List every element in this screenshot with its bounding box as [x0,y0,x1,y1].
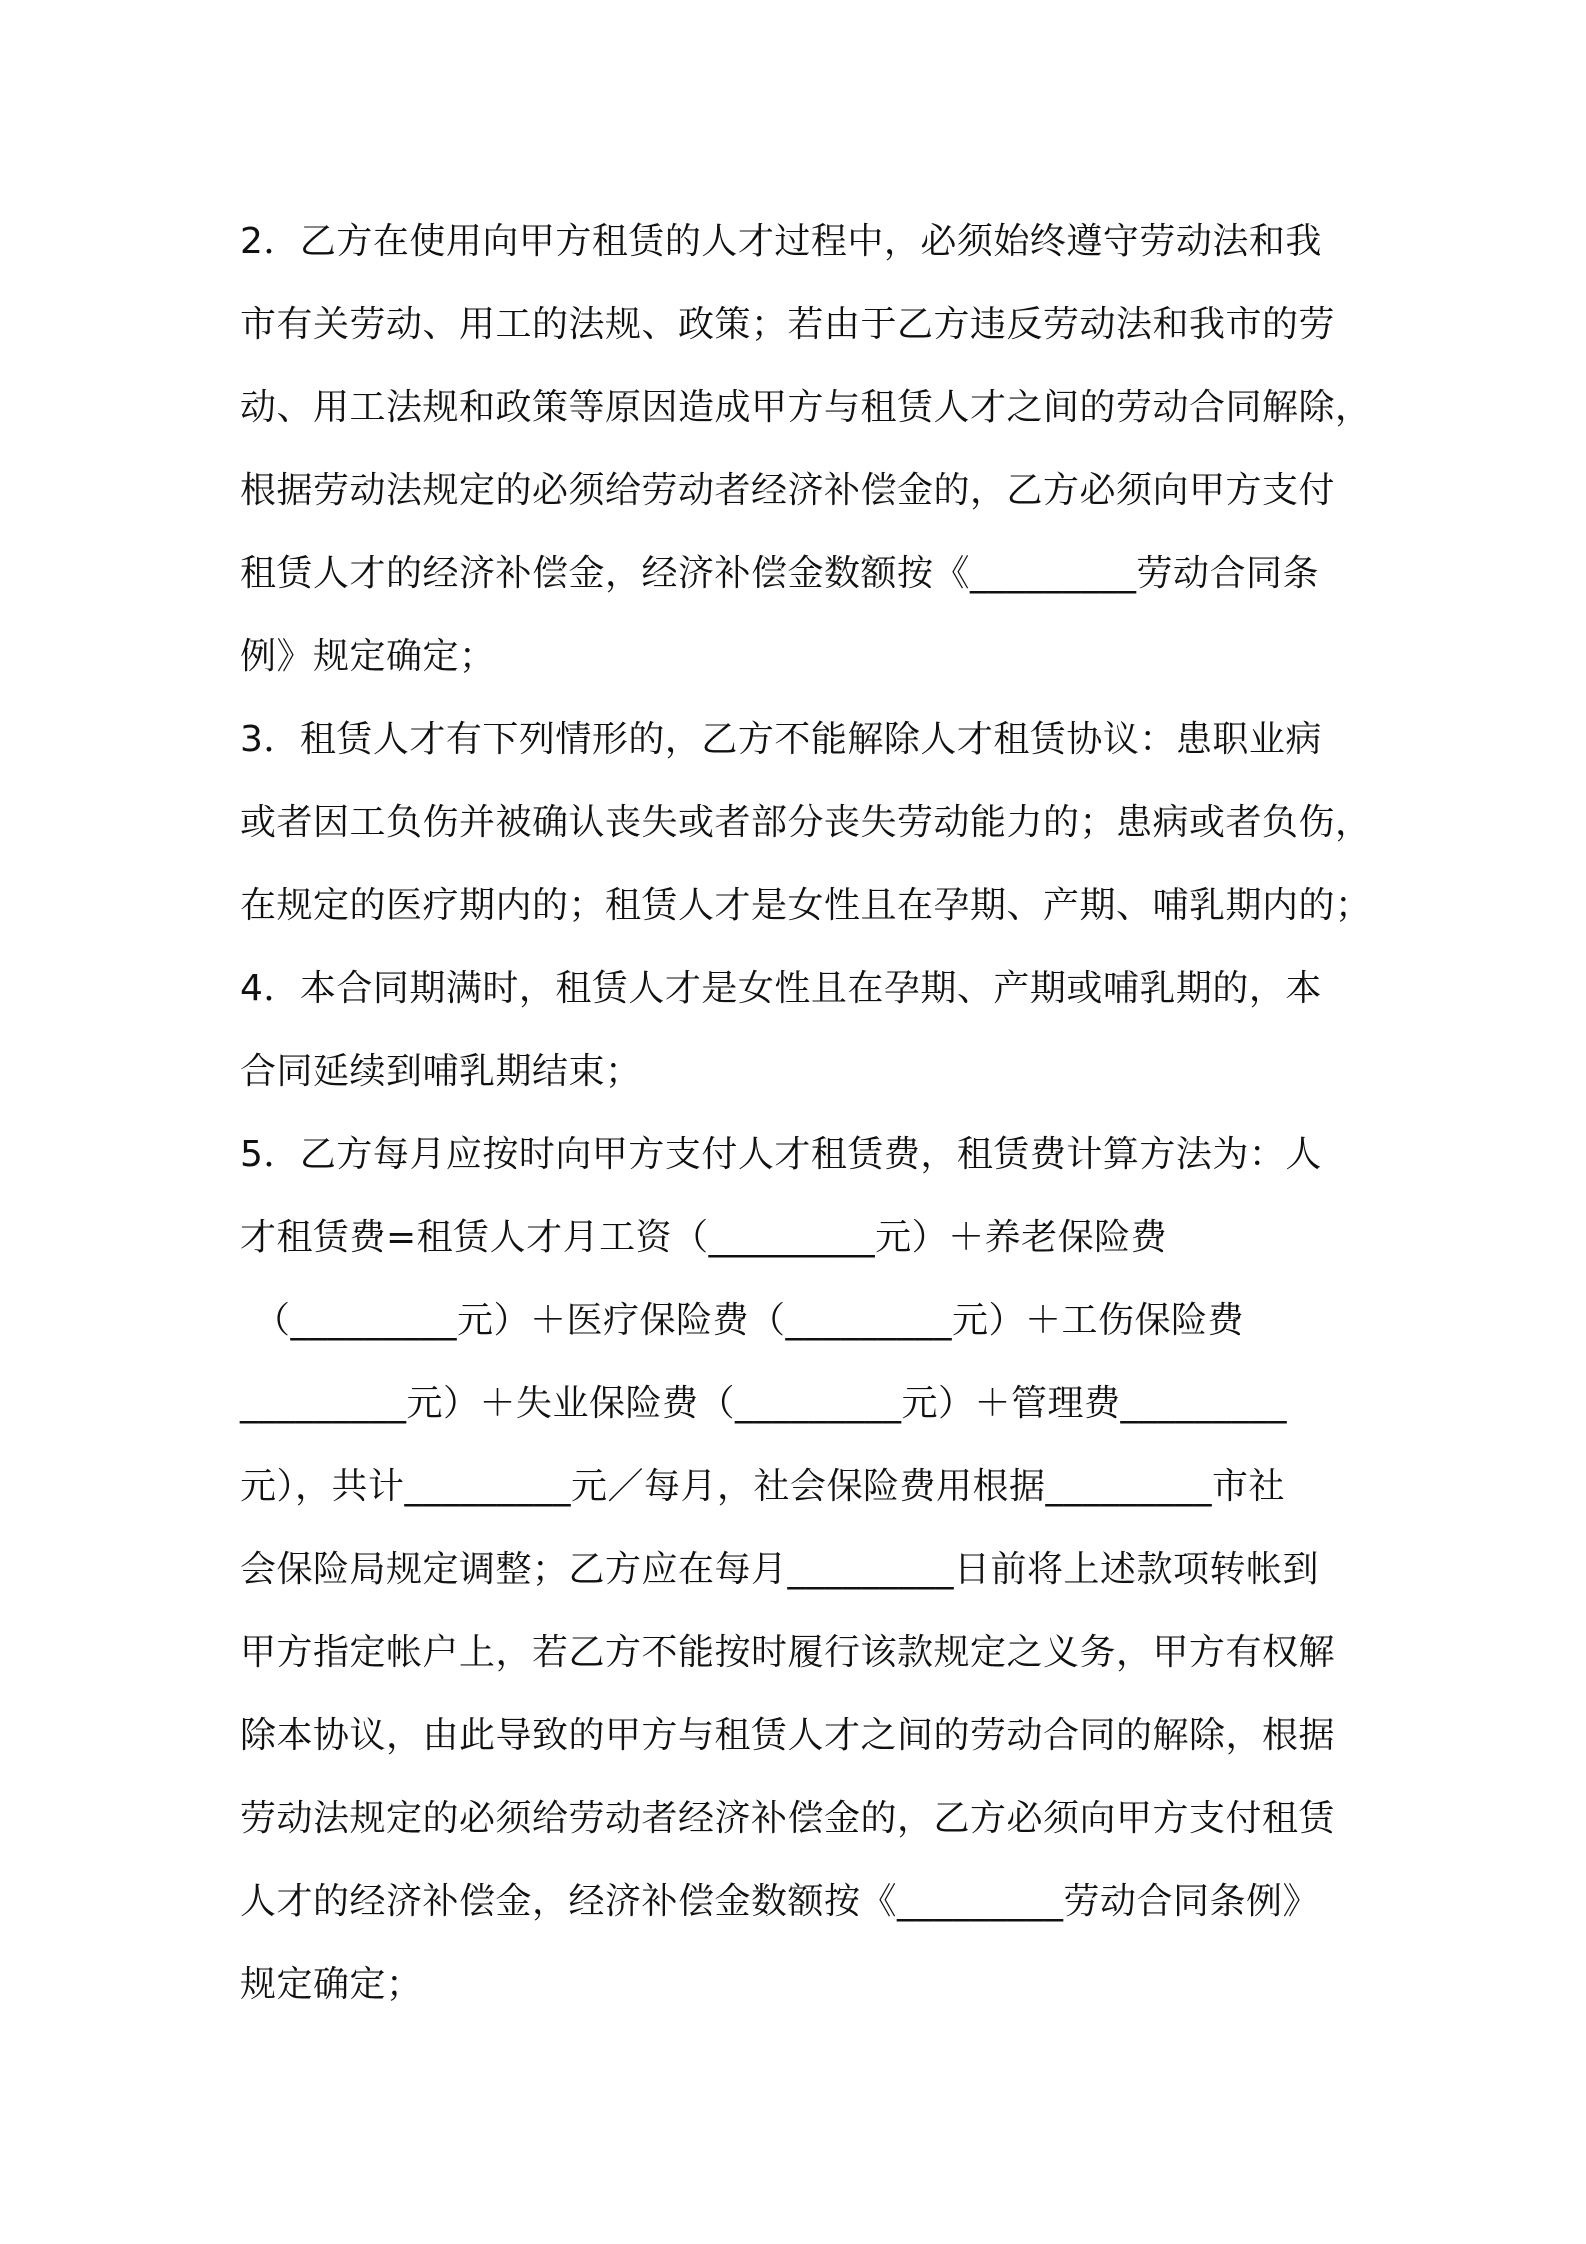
text-line: 元），共计_________元／每月，社会保险费用根据_________市社 [240,1466,1286,1507]
text-line: （_________元）＋医疗保险费（_________元）＋工伤保险费 [254,1300,1245,1341]
text-line: 4．本合同期满时，租赁人才是女性且在孕期、产期或哺乳期的，本 [240,968,1322,1009]
text-line: _________元）＋失业保险费（_________元）＋管理费_________ [240,1383,1288,1424]
text-line: 例》规定确定； [240,636,496,677]
text-line: 合同延续到哺乳期结束； [240,1051,642,1092]
text-line: 或者因工负伤并被确认丧失或者部分丧失劳动能力的；患病或者负伤， [240,802,1372,843]
text-line: 除本协议，由此导致的甲方与租赁人才之间的劳动合同的解除，根据 [240,1715,1336,1756]
text-line: 根据劳动法规定的必须给劳动者经济补偿金的，乙方必须向甲方支付 [240,470,1336,511]
text-line: 会保险局规定调整；乙方应在每月_________日前将上述款项转帐到 [240,1549,1320,1590]
text-line: 甲方指定帐户上，若乙方不能按时履行该款规定之义务，甲方有权解 [240,1632,1336,1673]
text-line: 才租赁费=租赁人才月工资（_________元）＋养老保险费 [240,1217,1168,1258]
text-line: 市有关劳动、用工的法规、政策；若由于乙方违反劳动法和我市的劳 [240,304,1336,345]
document-body [240,200,1372,2026]
text-line: 3．租赁人才有下列情形的，乙方不能解除人才租赁协议：患职业病 [240,719,1322,760]
text-line: 租赁人才的经济补偿金，经济补偿金数额按《_________劳动合同条 [240,553,1320,594]
text-line: 在规定的医疗期内的；租赁人才是女性且在孕期、产期、哺乳期内的； [240,885,1372,926]
text-line: 动、用工法规和政策等原因造成甲方与租赁人才之间的劳动合同解除， [240,387,1372,428]
text-line: 5．乙方每月应按时向甲方支付人才租赁费，租赁费计算方法为：人 [240,1134,1322,1175]
text-line: 2．乙方在使用向甲方租赁的人才过程中，必须始终遵守劳动法和我 [240,221,1322,262]
text-line: 劳动法规定的必须给劳动者经济补偿金的，乙方必须向甲方支付租赁 [240,1798,1336,1839]
text-line: 人才的经济补偿金，经济补偿金数额按《_________劳动合同条例》 [240,1881,1320,1922]
text-line: 规定确定； [240,1964,423,2005]
